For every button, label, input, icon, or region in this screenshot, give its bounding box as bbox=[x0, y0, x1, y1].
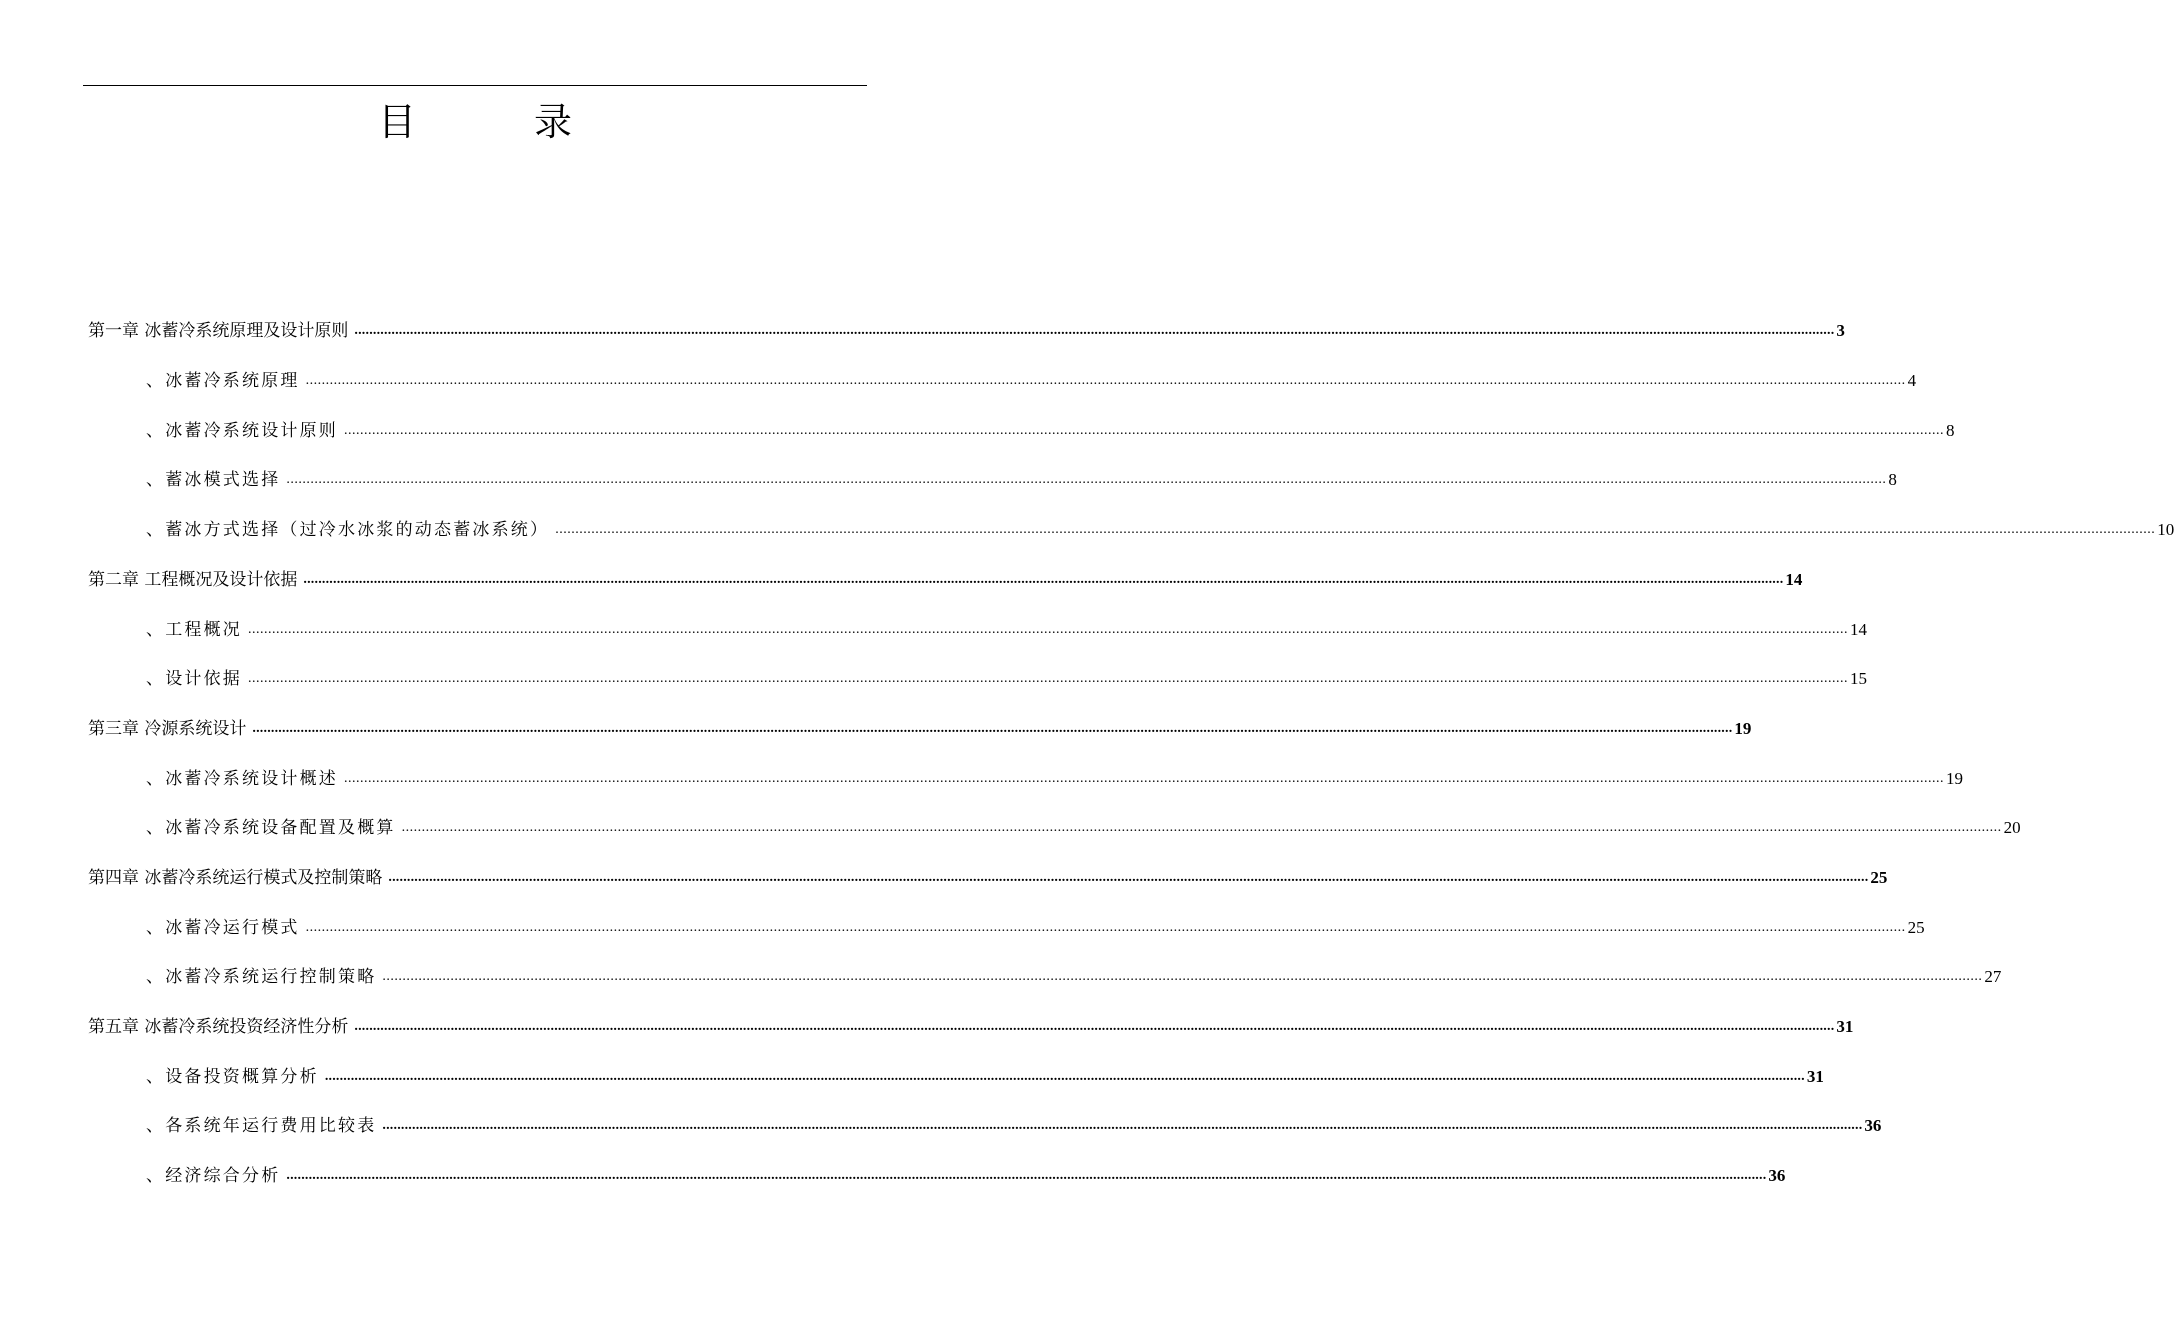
toc-entry[interactable] bbox=[88, 565, 1803, 591]
toc-entry[interactable] bbox=[88, 1012, 1854, 1038]
toc-entry[interactable] bbox=[146, 764, 1963, 790]
toc-entry-title: 、冰蓄冷运行模式 bbox=[146, 918, 300, 938]
toc-page-number: 19 bbox=[1946, 769, 1963, 788]
toc-page-number: 25 bbox=[1870, 868, 1888, 887]
toc-dot-leader: ................................................................................................................................................................................................................................................................................................................................................................................................................ bbox=[354, 1019, 1835, 1034]
toc-entry-title: 第二章 工程概况及设计依据 bbox=[88, 570, 298, 590]
toc-entry-title: 第一章 冰蓄冷系统原理及设计原则 bbox=[88, 321, 349, 341]
toc-entry[interactable] bbox=[146, 465, 1897, 491]
toc-entry[interactable] bbox=[88, 316, 1845, 342]
toc-entry-title: 、经济综合分析 bbox=[146, 1166, 281, 1186]
toc-entry-title: 、冰蓄冷系统设计原则 bbox=[146, 421, 338, 441]
toc-page-number: 27 bbox=[1984, 967, 2002, 986]
toc-dot-leader: ................................................................................................................................................................................................................................................................................................................................................................................................................ bbox=[382, 969, 1983, 984]
toc-dot-leader: ................................................................................................................................................................................................................................................................................................................................................................................................................ bbox=[354, 323, 1835, 338]
toc-entry-title: 、冰蓄冷系统设备配置及概算 bbox=[146, 818, 396, 838]
toc-entry[interactable] bbox=[146, 1062, 1824, 1088]
toc-entry-title: 、各系统年运行费用比较表 bbox=[146, 1116, 377, 1136]
toc-dot-leader: ................................................................................................................................................................................................................................................................................................................................................................................................................ bbox=[305, 920, 1906, 935]
toc-entry[interactable] bbox=[146, 813, 2021, 839]
page-title: 目 录 bbox=[377, 100, 612, 144]
toc-entry[interactable] bbox=[146, 913, 1925, 939]
toc-dot-leader: ................................................................................................................................................................................................................................................................................................................................................................................................................ bbox=[388, 870, 1869, 885]
toc-dot-leader: ................................................................................................................................................................................................................................................................................................................................................................................................................ bbox=[248, 671, 1848, 686]
toc-entry-title: 、蓄冰模式选择 bbox=[146, 470, 281, 490]
toc-entry-title: 第四章 冰蓄冷系统运行模式及控制策略 bbox=[88, 868, 383, 888]
toc-page-number: 8 bbox=[1946, 421, 1955, 440]
toc-entry-title: 、工程概况 bbox=[146, 620, 242, 640]
toc-dot-leader: ................................................................................................................................................................................................................................................................................................................................................................................................................ bbox=[344, 423, 1944, 438]
toc-dot-leader: ................................................................................................................................................................................................................................................................................................................................................................................................................ bbox=[286, 1168, 1767, 1183]
toc-page-number: 14 bbox=[1785, 570, 1803, 589]
toc-entry-title: 第三章 冷源系统设计 bbox=[88, 719, 247, 739]
toc-page-number: 19 bbox=[1734, 719, 1752, 738]
toc-dot-leader: ................................................................................................................................................................................................................................................................................................................................................................................................................ bbox=[401, 820, 2002, 835]
toc-dot-leader: ................................................................................................................................................................................................................................................................................................................................................................................................................ bbox=[252, 721, 1733, 736]
toc-page-number: 31 bbox=[1806, 1067, 1824, 1086]
toc-dot-leader: ................................................................................................................................................................................................................................................................................................................................................................................................................ bbox=[382, 1118, 1863, 1133]
toc-page-number: 25 bbox=[1907, 918, 1925, 937]
toc-entry[interactable] bbox=[146, 615, 1867, 641]
toc-entry[interactable] bbox=[146, 366, 1917, 392]
toc-dot-leader: ................................................................................................................................................................................................................................................................................................................................................................................................................ bbox=[303, 572, 1784, 587]
toc-entry-title: 、蓄冰方式选择（过冷水冰浆的动态蓄冰系统） bbox=[146, 520, 550, 540]
toc-page-number: 20 bbox=[2003, 818, 2021, 837]
toc-page-number: 4 bbox=[1907, 371, 1917, 390]
toc-entry[interactable] bbox=[146, 664, 1867, 690]
toc-entry-title: 、设备投资概算分析 bbox=[146, 1067, 319, 1087]
toc-entry-title: 、冰蓄冷系统运行控制策略 bbox=[146, 967, 377, 987]
toc-entry[interactable] bbox=[146, 1161, 1786, 1187]
toc-entry[interactable] bbox=[146, 515, 2174, 541]
toc-page-number: 8 bbox=[1888, 470, 1897, 489]
toc-entry[interactable] bbox=[146, 1111, 1882, 1137]
toc-dot-leader: ................................................................................................................................................................................................................................................................................................................................................................................................................ bbox=[286, 472, 1887, 487]
toc-entry-title: 、冰蓄冷系统设计概述 bbox=[146, 769, 338, 789]
toc-page-number: 10 bbox=[2157, 520, 2174, 539]
toc-dot-leader: ................................................................................................................................................................................................................................................................................................................................................................................................................ bbox=[248, 622, 1848, 637]
toc-page-number: 3 bbox=[1836, 321, 1845, 340]
toc-page-number: 36 bbox=[1864, 1116, 1882, 1135]
toc-dot-leader: ................................................................................................................................................................................................................................................................................................................................................................................................................ bbox=[344, 771, 1944, 786]
toc-entry[interactable] bbox=[88, 714, 1752, 740]
toc-page-number: 31 bbox=[1836, 1017, 1854, 1036]
toc-entry-title: 、设计依据 bbox=[146, 669, 242, 689]
toc-entry-title: 、冰蓄冷系统原理 bbox=[146, 371, 300, 391]
toc-page-number: 36 bbox=[1768, 1166, 1786, 1185]
toc-page-number: 15 bbox=[1850, 669, 1867, 688]
toc-dot-leader: ................................................................................................................................................................................................................................................................................................................................................................................................................ bbox=[305, 373, 1906, 388]
toc-entry-title: 第五章 冰蓄冷系统投资经济性分析 bbox=[88, 1017, 349, 1037]
toc-dot-leader: ................................................................................................................................................................................................................................................................................................................................................................................................................ bbox=[555, 522, 2156, 537]
header-rule bbox=[83, 85, 867, 86]
toc-dot-leader: ................................................................................................................................................................................................................................................................................................................................................................................................................ bbox=[324, 1069, 1805, 1084]
toc-entry[interactable] bbox=[146, 416, 1955, 442]
toc-entry[interactable] bbox=[88, 863, 1888, 889]
toc-entry[interactable] bbox=[146, 962, 2002, 988]
toc-page-number: 14 bbox=[1850, 620, 1867, 639]
